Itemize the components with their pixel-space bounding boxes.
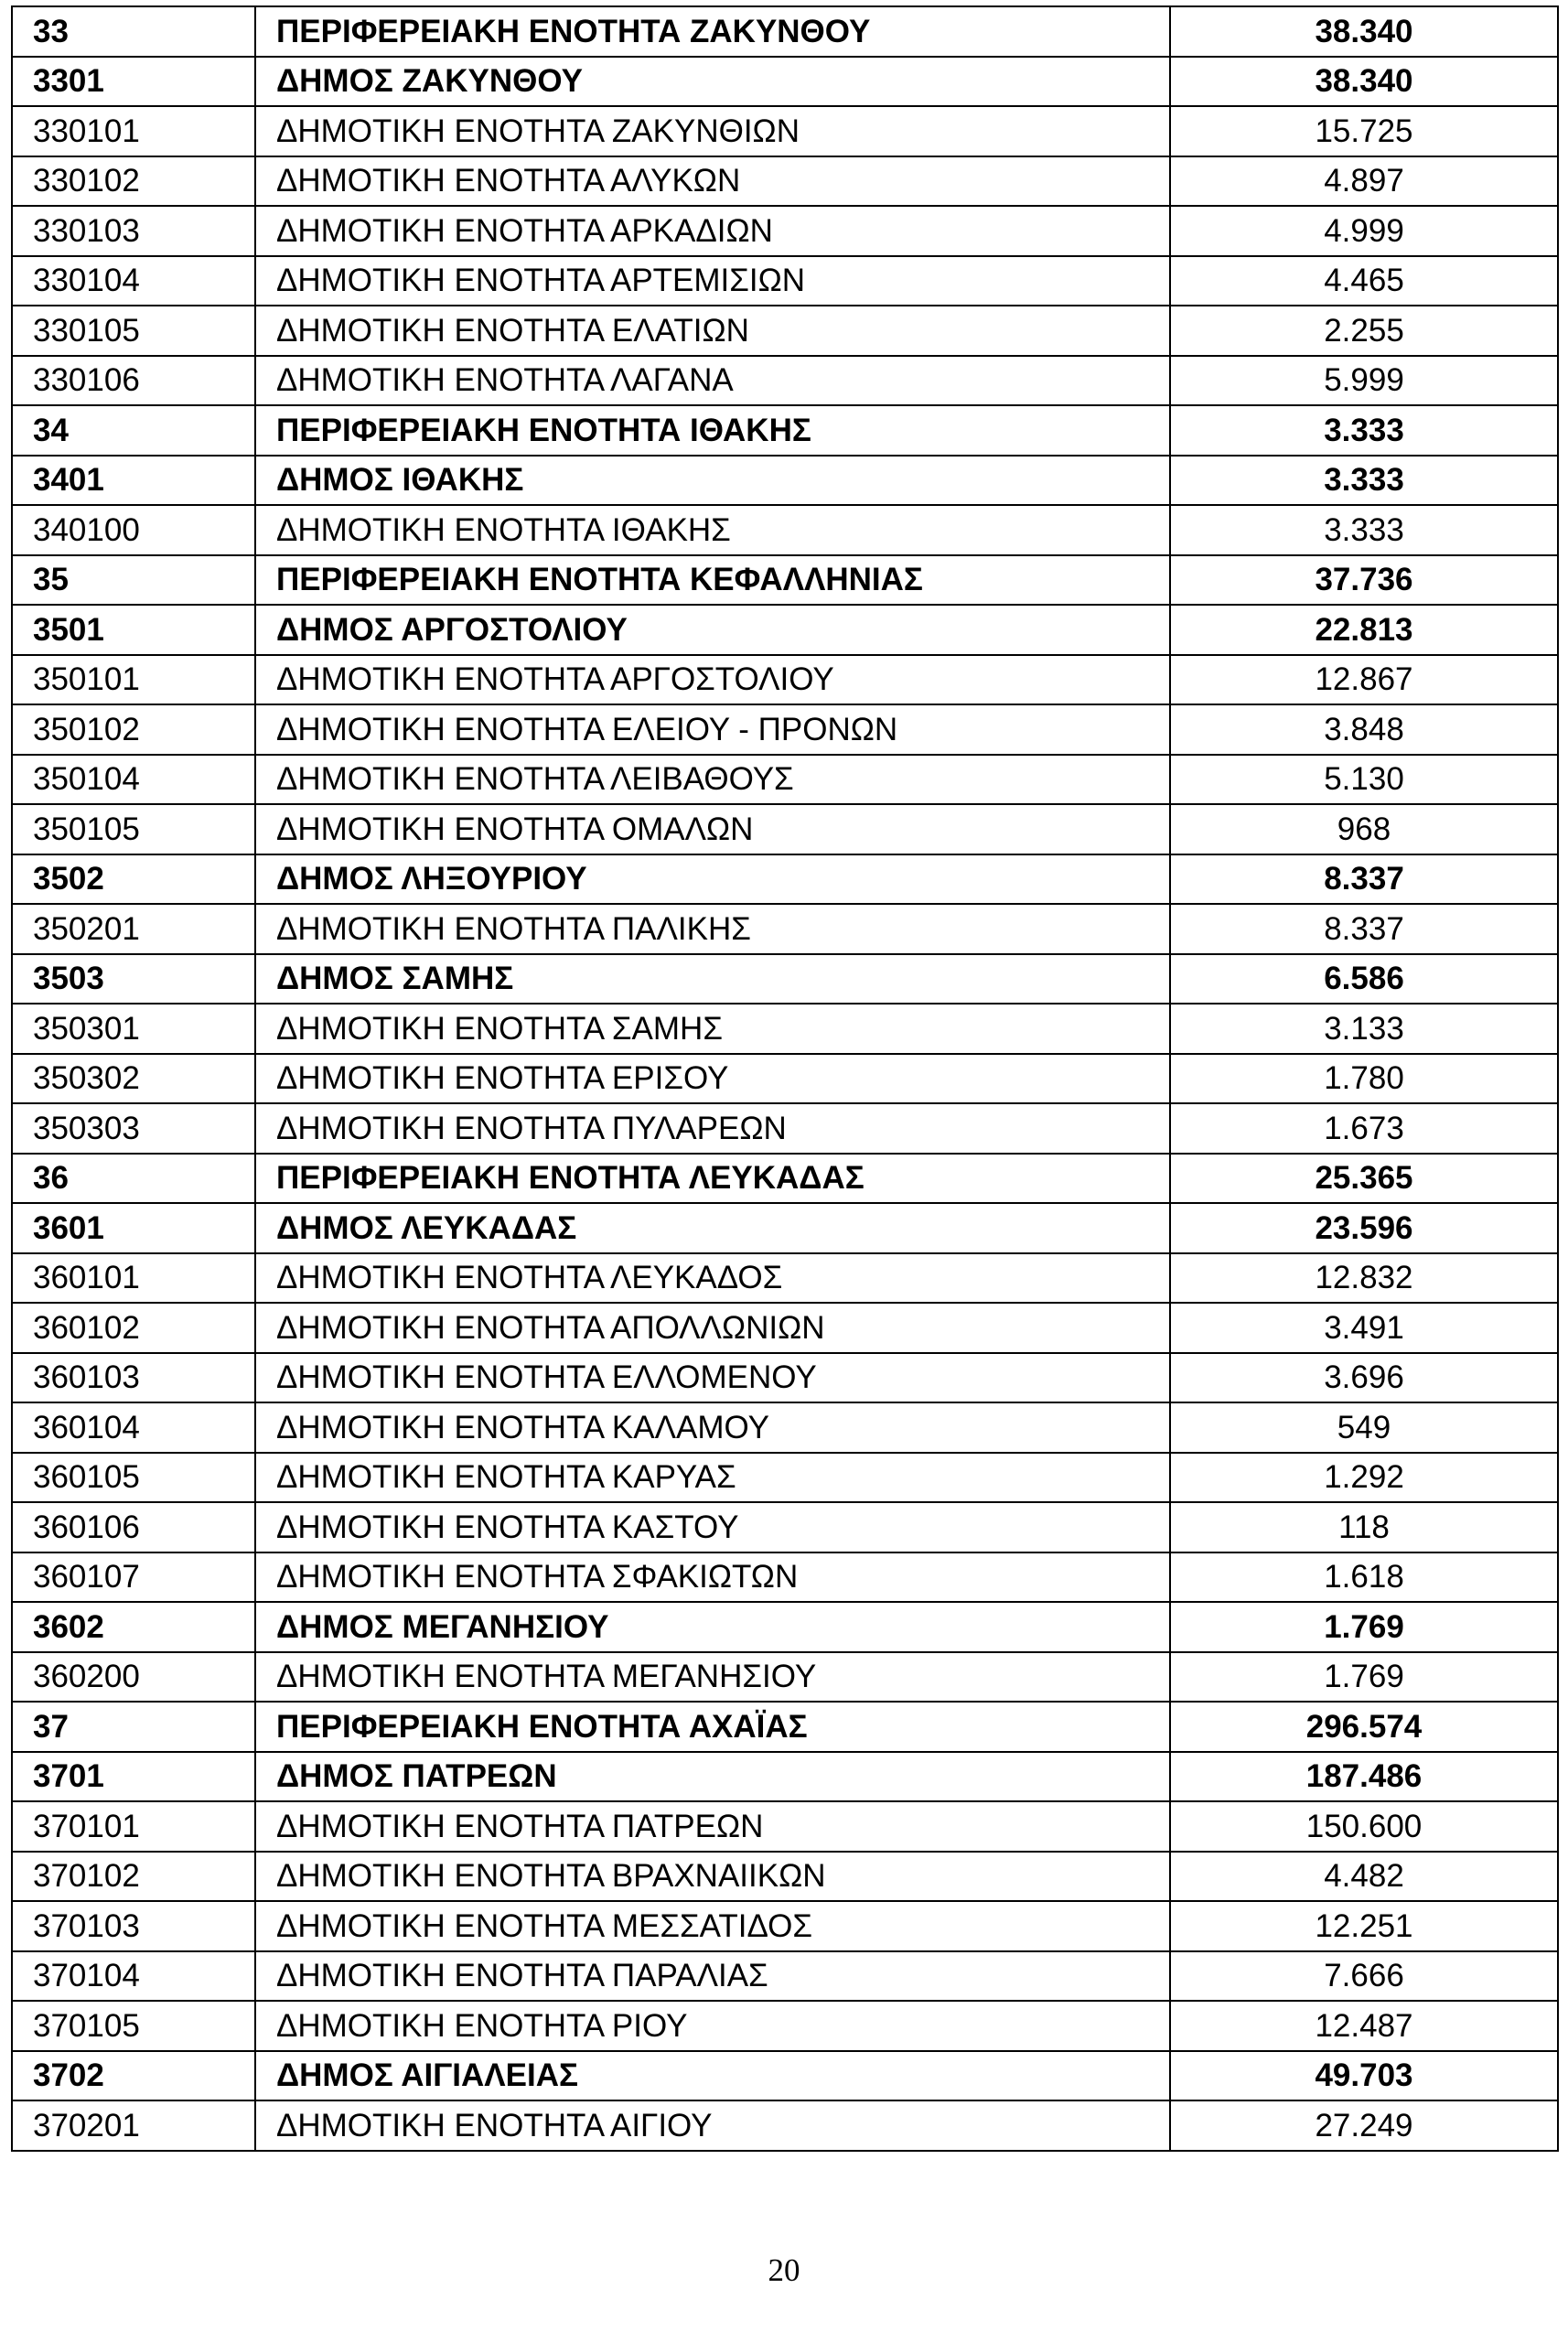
table-row [12,854,1558,905]
name-cell: ΔΗΜΟΤΙΚΗ ΕΝΟΤΗΤΑ ΣΦΑΚΙΩΤΩΝ [255,1552,1170,1603]
table-body [12,6,1558,2151]
name-cell: ΔΗΜΟΤΙΚΗ ΕΝΟΤΗΤΑ ΑΛΥΚΩΝ [255,156,1170,207]
value-cell: 1.780 [1170,1054,1558,1104]
value-cell: 12.487 [1170,2001,1558,2051]
value-cell: 49.703 [1170,2051,1558,2101]
value-cell: 6.586 [1170,954,1558,1004]
table-row [12,954,1558,1004]
table-row [12,1402,1558,1453]
code-cell: 350102 [12,704,255,755]
table-row [12,356,1558,406]
value-cell: 150.600 [1170,1801,1558,1852]
table-row [12,1951,1558,2002]
code-cell: 330103 [12,206,255,256]
table-row [12,106,1558,156]
code-cell: 370102 [12,1852,255,1902]
table-row [12,206,1558,256]
value-cell: 15.725 [1170,106,1558,156]
code-cell: 360107 [12,1552,255,1603]
name-cell: ΔΗΜΟΤΙΚΗ ΕΝΟΤΗΤΑ ΑΡΚΑΔΙΩΝ [255,206,1170,256]
table-row [12,605,1558,655]
code-cell: 330102 [12,156,255,207]
value-cell: 12.867 [1170,655,1558,705]
code-cell: 360101 [12,1253,255,1304]
code-cell: 360200 [12,1652,255,1703]
code-cell: 370201 [12,2100,255,2151]
table-row [12,505,1558,555]
name-cell: ΔΗΜΟΤΙΚΗ ΕΝΟΤΗΤΑ ΜΕΣΣΑΤΙΔΟΣ [255,1901,1170,1951]
table-row [12,555,1558,606]
name-cell: ΔΗΜΟΣ ΛΕΥΚΑΔΑΣ [255,1203,1170,1253]
code-cell: 33 [12,6,255,57]
value-cell: 25.365 [1170,1154,1558,1204]
code-cell: 35 [12,555,255,606]
value-cell: 4.482 [1170,1852,1558,1902]
code-cell: 330105 [12,306,255,356]
table-row [12,456,1558,506]
name-cell: ΔΗΜΟΤΙΚΗ ΕΝΟΤΗΤΑ ΕΛΑΤΙΩΝ [255,306,1170,356]
table-row [12,755,1558,805]
value-cell: 296.574 [1170,1702,1558,1752]
table-row [12,1253,1558,1304]
value-cell: 3.333 [1170,405,1558,456]
table-row [12,256,1558,306]
table-row [12,1303,1558,1353]
code-cell: 350101 [12,655,255,705]
table-row [12,1054,1558,1104]
value-cell: 37.736 [1170,555,1558,606]
code-cell: 3602 [12,1602,255,1652]
table-row [12,655,1558,705]
name-cell: ΔΗΜΟΤΙΚΗ ΕΝΟΤΗΤΑ ΑΡΤΕΜΙΣΙΩΝ [255,256,1170,306]
code-cell: 330106 [12,356,255,406]
name-cell: ΔΗΜΟΤΙΚΗ ΕΝΟΤΗΤΑ ΠΑΛΙΚΗΣ [255,904,1170,954]
table-row [12,2100,1558,2151]
value-cell: 3.333 [1170,505,1558,555]
table-row [12,57,1558,107]
value-cell: 3.491 [1170,1303,1558,1353]
table-row [12,1652,1558,1703]
name-cell: ΠΕΡΙΦΕΡΕΙΑΚΗ ΕΝΟΤΗΤΑ ΖΑΚΥΝΘΟΥ [255,6,1170,57]
name-cell: ΔΗΜΟΤΙΚΗ ΕΝΟΤΗΤΑ ΟΜΑΛΩΝ [255,804,1170,854]
code-cell: 370105 [12,2001,255,2051]
value-cell: 118 [1170,1502,1558,1552]
value-cell: 12.832 [1170,1253,1558,1304]
name-cell: ΔΗΜΟΤΙΚΗ ΕΝΟΤΗΤΑ ΛΑΓΑΝΑ [255,356,1170,406]
name-cell: ΔΗΜΟΤΙΚΗ ΕΝΟΤΗΤΑ ΕΛΕΙΟΥ - ΠΡΟΝΩΝ [255,704,1170,755]
table-row [12,1203,1558,1253]
value-cell: 38.340 [1170,6,1558,57]
table-row [12,2001,1558,2051]
name-cell: ΔΗΜΟΤΙΚΗ ΕΝΟΤΗΤΑ ΖΑΚΥΝΘΙΩΝ [255,106,1170,156]
name-cell: ΔΗΜΟΤΙΚΗ ΕΝΟΤΗΤΑ ΑΙΓΙΟΥ [255,2100,1170,2151]
name-cell: ΔΗΜΟΤΙΚΗ ΕΝΟΤΗΤΑ ΚΑΣΤΟΥ [255,1502,1170,1552]
value-cell: 1.618 [1170,1552,1558,1603]
name-cell: ΔΗΜΟΤΙΚΗ ΕΝΟΤΗΤΑ ΕΡΙΣΟΥ [255,1054,1170,1104]
name-cell: ΠΕΡΙΦΕΡΕΙΑΚΗ ΕΝΟΤΗΤΑ ΚΕΦΑΛΛΗΝΙΑΣ [255,555,1170,606]
value-cell: 8.337 [1170,854,1558,905]
name-cell: ΔΗΜΟΣ ΠΑΤΡΕΩΝ [255,1752,1170,1802]
name-cell: ΔΗΜΟΣ ΛΗΞΟΥΡΙΟΥ [255,854,1170,905]
code-cell: 330101 [12,106,255,156]
code-cell: 360106 [12,1502,255,1552]
table-row [12,1901,1558,1951]
name-cell: ΔΗΜΟΤΙΚΗ ΕΝΟΤΗΤΑ ΚΑΛΑΜΟΥ [255,1402,1170,1453]
name-cell: ΔΗΜΟΤΙΚΗ ΕΝΟΤΗΤΑ ΛΕΥΚΑΔΟΣ [255,1253,1170,1304]
name-cell: ΠΕΡΙΦΕΡΕΙΑΚΗ ΕΝΟΤΗΤΑ ΙΘΑΚΗΣ [255,405,1170,456]
name-cell: ΔΗΜΟΤΙΚΗ ΕΝΟΤΗΤΑ ΠΑΡΑΛΙΑΣ [255,1951,1170,2002]
code-cell: 350303 [12,1103,255,1154]
code-cell: 350105 [12,804,255,854]
table-row [12,1154,1558,1204]
code-cell: 3401 [12,456,255,506]
code-cell: 3503 [12,954,255,1004]
name-cell: ΔΗΜΟΤΙΚΗ ΕΝΟΤΗΤΑ ΑΠΟΛΛΩΝΙΩΝ [255,1303,1170,1353]
table-row [12,6,1558,57]
name-cell: ΔΗΜΟΣ ΖΑΚΥΝΘΟΥ [255,57,1170,107]
value-cell: 3.848 [1170,704,1558,755]
table-row [12,904,1558,954]
table-row [12,156,1558,207]
code-cell: 330104 [12,256,255,306]
value-cell: 5.130 [1170,755,1558,805]
value-cell: 5.999 [1170,356,1558,406]
table-row [12,1852,1558,1902]
table-row [12,704,1558,755]
name-cell: ΔΗΜΟΤΙΚΗ ΕΝΟΤΗΤΑ ΑΡΓΟΣΤΟΛΙΟΥ [255,655,1170,705]
code-cell: 360102 [12,1303,255,1353]
code-cell: 370104 [12,1951,255,2002]
value-cell: 12.251 [1170,1901,1558,1951]
value-cell: 2.255 [1170,306,1558,356]
code-cell: 34 [12,405,255,456]
code-cell: 3601 [12,1203,255,1253]
table-row [12,1552,1558,1603]
value-cell: 4.465 [1170,256,1558,306]
value-cell: 1.292 [1170,1453,1558,1503]
table-row [12,1801,1558,1852]
code-cell: 3702 [12,2051,255,2101]
code-cell: 36 [12,1154,255,1204]
code-cell: 370101 [12,1801,255,1852]
name-cell: ΔΗΜΟΤΙΚΗ ΕΝΟΤΗΤΑ ΕΛΛΟΜΕΝΟΥ [255,1353,1170,1403]
name-cell: ΔΗΜΟΤΙΚΗ ΕΝΟΤΗΤΑ ΠΥΛΑΡΕΩΝ [255,1103,1170,1154]
table-row [12,2051,1558,2101]
code-cell: 360104 [12,1402,255,1453]
value-cell: 1.769 [1170,1602,1558,1652]
value-cell: 4.897 [1170,156,1558,207]
value-cell: 3.133 [1170,1004,1558,1054]
code-cell: 3502 [12,854,255,905]
table-row [12,1602,1558,1652]
name-cell: ΔΗΜΟΤΙΚΗ ΕΝΟΤΗΤΑ ΠΑΤΡΕΩΝ [255,1801,1170,1852]
table-row [12,1752,1558,1802]
code-cell: 370103 [12,1901,255,1951]
table-row [12,1502,1558,1552]
name-cell: ΔΗΜΟΣ ΙΘΑΚΗΣ [255,456,1170,506]
page-number: 20 [768,2252,800,2288]
name-cell: ΔΗΜΟΣ ΑΡΓΟΣΤΟΛΙΟΥ [255,605,1170,655]
value-cell: 3.333 [1170,456,1558,506]
table-row [12,1453,1558,1503]
value-cell: 7.666 [1170,1951,1558,2002]
code-cell: 350301 [12,1004,255,1054]
name-cell: ΔΗΜΟΤΙΚΗ ΕΝΟΤΗΤΑ ΙΘΑΚΗΣ [255,505,1170,555]
value-cell: 38.340 [1170,57,1558,107]
code-cell: 340100 [12,505,255,555]
code-cell: 350104 [12,755,255,805]
value-cell: 1.769 [1170,1652,1558,1703]
code-cell: 3301 [12,57,255,107]
name-cell: ΔΗΜΟΤΙΚΗ ΕΝΟΤΗΤΑ ΛΕΙΒΑΘΟΥΣ [255,755,1170,805]
name-cell: ΔΗΜΟΤΙΚΗ ΕΝΟΤΗΤΑ ΡΙΟΥ [255,2001,1170,2051]
name-cell: ΔΗΜΟΤΙΚΗ ΕΝΟΤΗΤΑ ΒΡΑΧΝΑΙΙΚΩΝ [255,1852,1170,1902]
code-cell: 3501 [12,605,255,655]
value-cell: 8.337 [1170,904,1558,954]
table-row [12,1353,1558,1403]
code-cell: 350302 [12,1054,255,1104]
table-row [12,306,1558,356]
name-cell: ΔΗΜΟΤΙΚΗ ΕΝΟΤΗΤΑ ΣΑΜΗΣ [255,1004,1170,1054]
population-table [11,5,1559,2152]
code-cell: 360105 [12,1453,255,1503]
name-cell: ΔΗΜΟΤΙΚΗ ΕΝΟΤΗΤΑ ΜΕΓΑΝΗΣΙΟΥ [255,1652,1170,1703]
table-row [12,1004,1558,1054]
value-cell: 23.596 [1170,1203,1558,1253]
code-cell: 3701 [12,1752,255,1802]
table-row [12,804,1558,854]
name-cell: ΔΗΜΟΣ ΣΑΜΗΣ [255,954,1170,1004]
table-row [12,1103,1558,1154]
code-cell: 37 [12,1702,255,1752]
value-cell: 968 [1170,804,1558,854]
value-cell: 27.249 [1170,2100,1558,2151]
table-row [12,1702,1558,1752]
value-cell: 187.486 [1170,1752,1558,1802]
table-row [12,405,1558,456]
name-cell: ΠΕΡΙΦΕΡΕΙΑΚΗ ΕΝΟΤΗΤΑ ΑΧΑΪΑΣ [255,1702,1170,1752]
value-cell: 549 [1170,1402,1558,1453]
code-cell: 360103 [12,1353,255,1403]
value-cell: 1.673 [1170,1103,1558,1154]
name-cell: ΔΗΜΟΤΙΚΗ ΕΝΟΤΗΤΑ ΚΑΡΥΑΣ [255,1453,1170,1503]
name-cell: ΔΗΜΟΣ ΑΙΓΙΑΛΕΙΑΣ [255,2051,1170,2101]
name-cell: ΔΗΜΟΣ ΜΕΓΑΝΗΣΙΟΥ [255,1602,1170,1652]
value-cell: 3.696 [1170,1353,1558,1403]
code-cell: 350201 [12,904,255,954]
value-cell: 4.999 [1170,206,1558,256]
value-cell: 22.813 [1170,605,1558,655]
name-cell: ΠΕΡΙΦΕΡΕΙΑΚΗ ΕΝΟΤΗΤΑ ΛΕΥΚΑΔΑΣ [255,1154,1170,1204]
